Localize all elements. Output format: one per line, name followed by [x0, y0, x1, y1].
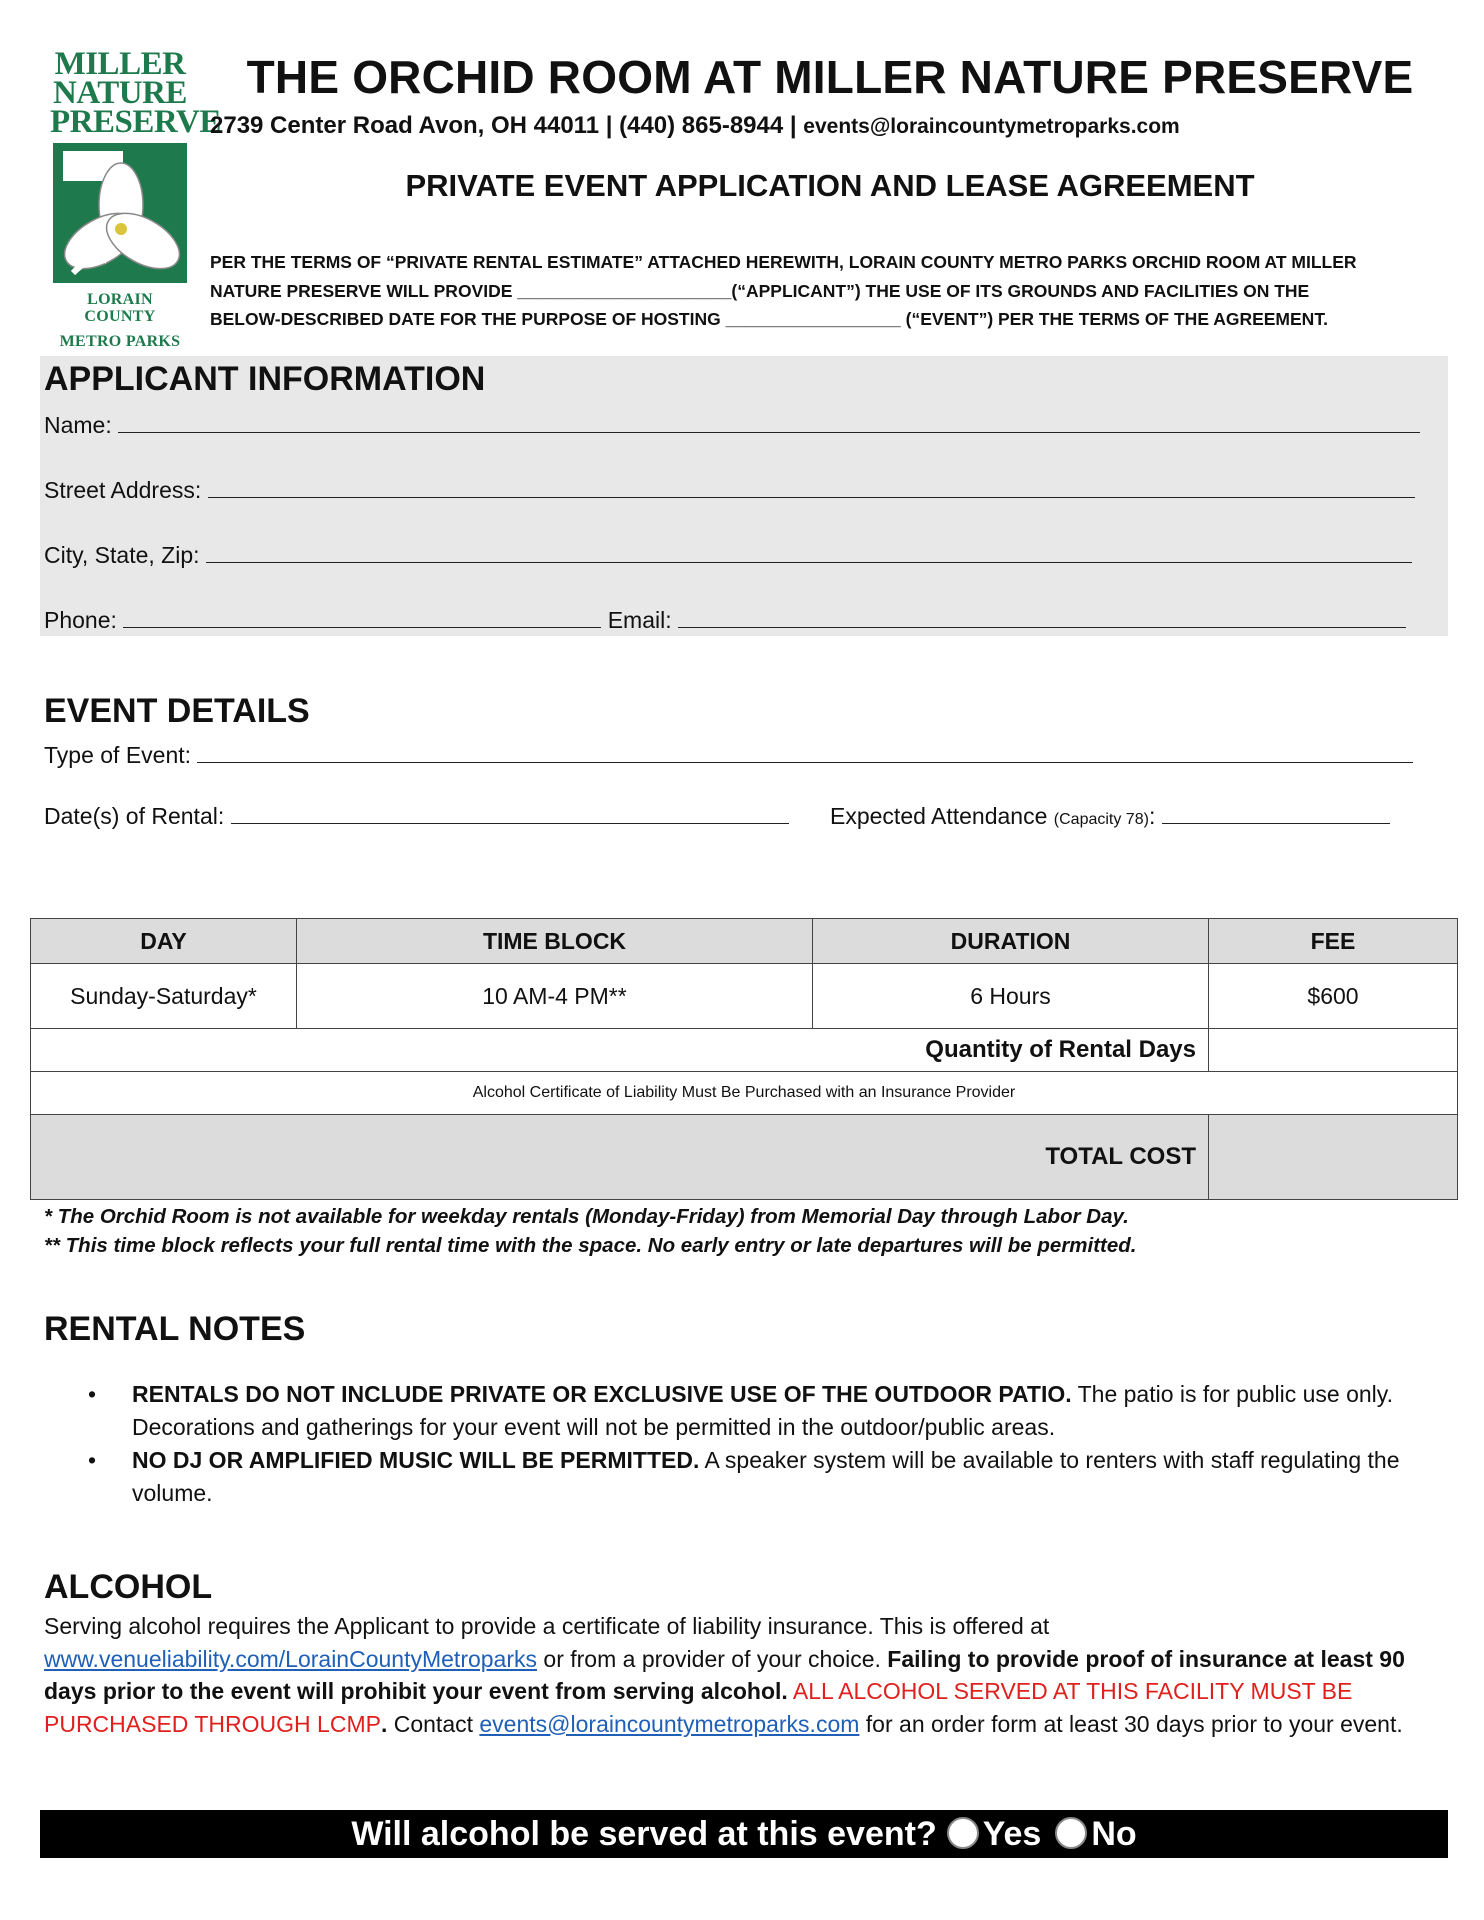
street-label: Street Address:: [44, 477, 202, 503]
type-row: [44, 742, 1413, 769]
footnote-2: ** This time block reflects your full rental time with the space. No early entry or late departures will be permitted.: [44, 1234, 1137, 1257]
header-duration: DURATION: [813, 919, 1209, 964]
type-label: Type of Event:: [44, 742, 192, 768]
note-2-text: A speaker system will be available to renters with staff regulating the volume.: [132, 1447, 1400, 1506]
logo-sub-1: LORAIN COUNTY: [84, 291, 156, 325]
events-email-link[interactable]: events@loraincountymetroparks.com: [479, 1710, 860, 1737]
cell-day: Sunday-Saturday*: [31, 964, 297, 1029]
header-email: events@loraincountymetroparks.com: [803, 115, 1180, 138]
city-label: City, State, Zip:: [44, 542, 200, 568]
name-row: [44, 412, 1420, 439]
alcohol-note-row: [31, 1072, 1458, 1115]
attendance-row: [830, 803, 1390, 830]
logo-line-2: NATURE: [53, 75, 187, 111]
phone-email-row: [44, 607, 1406, 634]
logo: [50, 46, 221, 350]
alcohol-period: .: [380, 1710, 388, 1737]
note-2-bold: NO DJ OR AMPLIFIED MUSIC WILL BE PERMITTED.: [132, 1447, 700, 1473]
terms-line-2: NATURE PRESERVE WILL PROVIDE ______________________(“APPLICANT”) THE USE OF ITS GROUNDS AND FACILITIES ON THE: [210, 280, 1310, 301]
cell-fee: $600: [1209, 964, 1458, 1029]
alcohol-question-bar: [40, 1810, 1448, 1858]
alcohol-text-3: Contact: [387, 1710, 480, 1737]
street-field[interactable]: [208, 477, 1415, 498]
name-label: Name:: [44, 412, 112, 438]
street-row: [44, 477, 1415, 504]
cell-duration: 6 Hours: [813, 964, 1209, 1029]
list-item: [88, 1378, 1448, 1444]
email-label: Email:: [607, 607, 672, 633]
dates-row: [44, 803, 789, 830]
footnotes: [44, 1202, 1137, 1260]
address-phone: 2739 Center Road Avon, OH 44011 | (440) 865-8944 |: [210, 112, 804, 139]
header-fee: FEE: [1209, 919, 1458, 964]
alcohol-bold-text: Failing to provide proof of insurance at least 90 days prior to the event will prohibit your event from serving alcohol.: [44, 1645, 1405, 1704]
quantity-input[interactable]: [1209, 1029, 1458, 1072]
venue-liability-link[interactable]: www.venueliability.com/LorainCountyMetroparks: [44, 1645, 538, 1672]
header-day: DAY: [31, 919, 297, 964]
phone-label: Phone:: [44, 607, 117, 633]
bullet-icon: •: [88, 1381, 97, 1407]
header-time-block: TIME BLOCK: [297, 919, 813, 964]
total-row: [31, 1115, 1458, 1200]
logo-line-1: MILLER: [54, 46, 186, 82]
alcohol-text-4: for an order form at least 30 days prior to your event.: [859, 1710, 1403, 1737]
contact-line: [210, 112, 1180, 140]
note-1-text: The patio is for public use only. Decorations and gatherings for your event will not be permitted in the outdoor/public areas.: [132, 1381, 1393, 1440]
note-1-bold: RENTALS DO NOT INCLUDE PRIVATE OR EXCLUSIVE USE OF THE OUTDOOR PATIO.: [132, 1381, 1072, 1407]
total-label: TOTAL COST: [31, 1115, 1209, 1200]
bullet-icon: •: [88, 1447, 97, 1473]
footnote-1: * The Orchid Room is not available for weekday rentals (Monday-Friday) from Memorial Day through Labor Day.: [44, 1205, 1129, 1228]
rental-notes-list: [88, 1378, 1448, 1510]
alcohol-question: Will alcohol be served at this event?: [351, 1815, 937, 1853]
name-field[interactable]: [118, 412, 1420, 433]
phone-field[interactable]: [123, 607, 601, 628]
alcohol-paragraph: [44, 1610, 1454, 1740]
page-title: THE ORCHID ROOM AT MILLER NATURE PRESERVE: [246, 51, 1414, 103]
rental-notes-heading: RENTAL NOTES: [44, 1310, 306, 1348]
yes-radio[interactable]: [947, 1817, 979, 1849]
quantity-label: Quantity of Rental Days: [31, 1029, 1209, 1072]
event-heading: EVENT DETAILS: [44, 692, 310, 730]
alcohol-red-text: ALL ALCOHOL SERVED AT THIS FACILITY MUST BE PURCHASED THROUGH LCMP: [44, 1678, 1353, 1737]
fee-table: [30, 918, 1458, 1200]
alcohol-text-1: Serving alcohol requires the Applicant to provide a certificate of liability insurance. This is offered at: [44, 1613, 1050, 1639]
city-state-zip-field[interactable]: [206, 542, 1412, 563]
page-subtitle: PRIVATE EVENT APPLICATION AND LEASE AGREEMENT: [405, 168, 1255, 203]
terms-line-3: BELOW-DESCRIBED DATE FOR THE PURPOSE OF HOSTING __________________ (“EVENT”) PER THE TERMS OF THE AGREEMENT.: [210, 309, 1328, 329]
list-item: [88, 1444, 1448, 1510]
trillium-icon: [53, 143, 187, 283]
dates-label: Date(s) of Rental:: [44, 803, 225, 829]
logo-line-3: PRESERVE: [50, 104, 221, 140]
table-row: [31, 964, 1458, 1029]
email-field[interactable]: [678, 607, 1406, 628]
yes-label: Yes: [982, 1815, 1042, 1853]
cell-time-block: 10 AM-4 PM**: [297, 964, 813, 1029]
applicant-heading: APPLICANT INFORMATION: [44, 360, 486, 398]
terms-paragraph: [210, 248, 1460, 334]
type-of-event-field[interactable]: [197, 742, 1413, 763]
attendance-label: Expected Attendance: [830, 803, 1048, 829]
terms-line-1: PER THE TERMS OF “PRIVATE RENTAL ESTIMATE” ATTACHED HEREWITH, LORAIN COUNTY METRO PARKS ORCHID ROOM AT MILLER: [210, 252, 1357, 272]
no-label: No: [1091, 1815, 1137, 1853]
logo-sub-2: METRO PARKS: [59, 333, 181, 350]
table-header-row: [31, 919, 1458, 964]
alcohol-note: Alcohol Certificate of Liability Must Be Purchased with an Insurance Provider: [31, 1072, 1458, 1115]
attendance-colon: :: [1148, 803, 1156, 829]
alcohol-text-2: or from a provider of your choice.: [537, 1645, 888, 1672]
quantity-row: [31, 1029, 1458, 1072]
attendance-field[interactable]: [1162, 803, 1390, 824]
capacity-note: (Capacity 78): [1053, 811, 1149, 828]
total-input[interactable]: [1209, 1115, 1458, 1200]
alcohol-heading: ALCOHOL: [44, 1568, 213, 1606]
dates-field[interactable]: [231, 803, 789, 824]
city-row: [44, 542, 1412, 569]
no-radio[interactable]: [1055, 1817, 1087, 1849]
